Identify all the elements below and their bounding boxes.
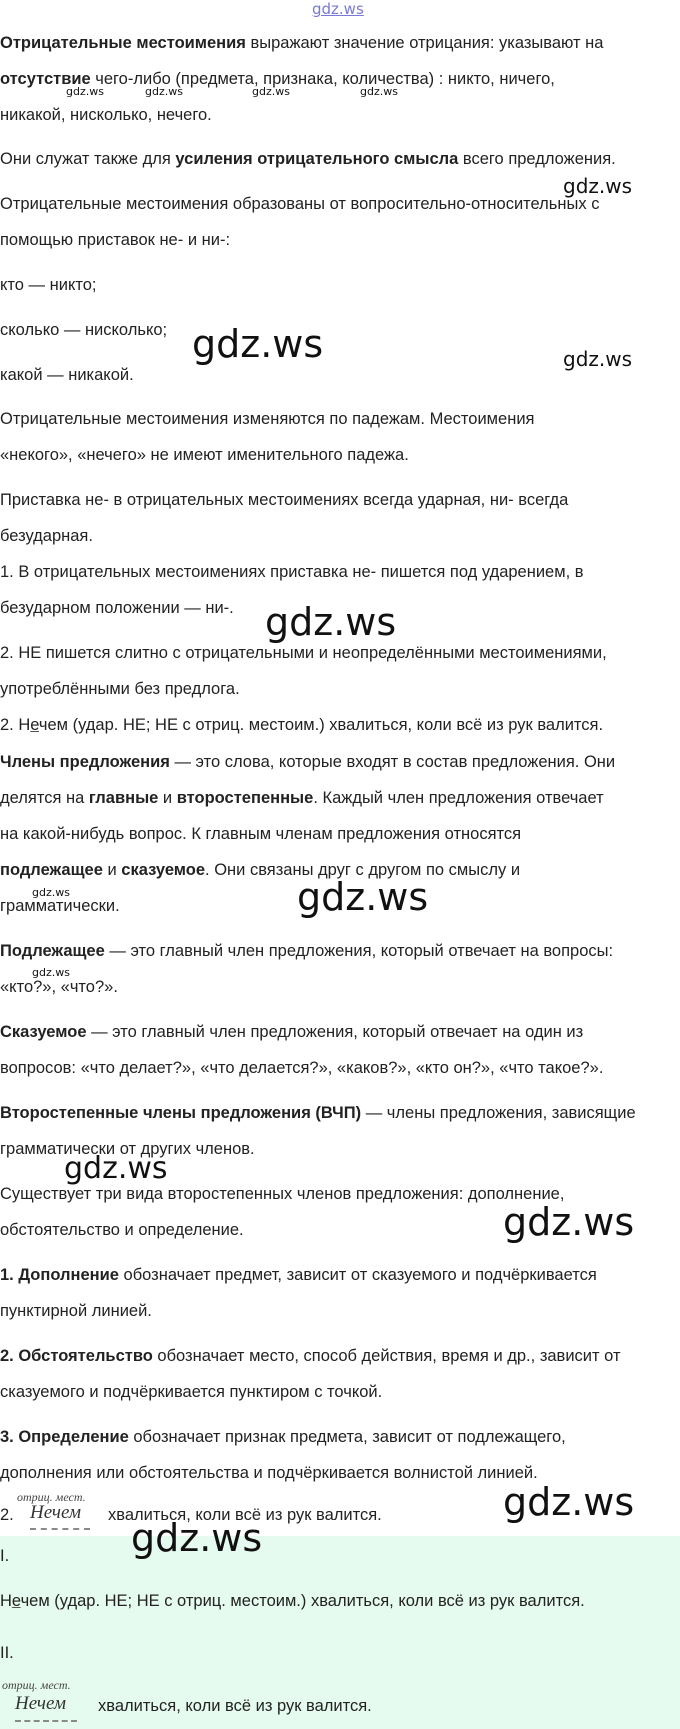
answer-heading: I. [0, 1547, 10, 1565]
paragraph-line: дополнения или обстоятельства и подчёркивается волнистой линией. [0, 1464, 538, 1482]
paragraph-line: безударная. [0, 527, 93, 545]
pronoun-label: отриц. мест. [17, 1490, 86, 1504]
paragraph-line: хвалиться, коли всё из рук валится. [108, 1506, 382, 1524]
watermark: gdz.ws [252, 85, 290, 98]
watermark: gdz.ws [64, 1151, 168, 1186]
paragraph-line: 2. НЕ пишется слитно с отрицательными и неопределёнными местоимениями, [0, 644, 607, 662]
paragraph-line: никакой, нисколько, нечего. [0, 106, 212, 124]
watermark: gdz.ws [563, 347, 633, 371]
watermark: gdz.ws [66, 85, 104, 98]
paragraph-line: употреблёнными без предлога. [0, 680, 240, 698]
wavy-underline [15, 1720, 77, 1722]
paragraph-line: 2. Обстоятельство обозначает место, способ действия, время и др., зависит от [0, 1347, 621, 1365]
watermark: gdz.ws [131, 1516, 263, 1560]
watermark: gdz.ws [32, 886, 70, 899]
answer-heading: II. [0, 1644, 14, 1662]
watermark: gdz.ws [503, 1200, 635, 1244]
watermark: gdz.ws [503, 1480, 635, 1524]
paragraph-line: делятся на главные и второстепенные. Каждый член предложения отвечает [0, 789, 604, 807]
paragraph-line: Подлежащее — это главный член предложения, который отвечает на вопросы: [0, 942, 614, 960]
paragraph-line: отсутствие чего-либо (предмета, признака, количества) : никто, ничего, [0, 70, 555, 88]
watermark: gdz.ws [297, 875, 429, 919]
top-watermark: gdz.ws [312, 0, 364, 18]
paragraph-line: грамматически от других членов. [0, 1140, 255, 1158]
watermark: gdz.ws [265, 600, 397, 644]
paragraph-line: 2. Нечем (удар. НЕ; НЕ с отриц. местоим.) хвалиться, коли всё из рук валится. [0, 716, 604, 734]
watermark: gdz.ws [145, 85, 183, 98]
paragraph-line: Приставка не- в отрицательных местоимениях всегда ударная, ни- всегда [0, 491, 569, 509]
paragraph-line: Отрицательные местоимения выражают значение отрицания: указывают на [0, 34, 604, 52]
paragraph-line: 3. Определение обозначает признак предмета, зависит от подлежащего, [0, 1428, 566, 1446]
paragraph-line: сказуемого и подчёркивается пунктиром с точкой. [0, 1383, 383, 1401]
paragraph-line: кто — никто; [0, 276, 97, 294]
paragraph-line: пунктирной линией. [0, 1302, 152, 1320]
paragraph-line: сколько — нисколько; [0, 321, 168, 339]
paragraph-line: на какой-нибудь вопрос. К главным членам предложения относятся [0, 825, 522, 843]
example-word: Нечем [30, 1502, 82, 1523]
paragraph-line: Существует три вида второстепенных членов предложения: дополнение, [0, 1185, 565, 1203]
paragraph-line: 1. В отрицательных местоимениях приставка не- пишется под ударением, в [0, 563, 584, 581]
paragraph-line: обстоятельство и определение. [0, 1221, 244, 1239]
pronoun-label: отриц. мест. [2, 1678, 71, 1692]
paragraph-line: «некого», «нечего» не имеют именительного падежа. [0, 446, 409, 464]
paragraph-line: грамматически. [0, 897, 120, 915]
watermark: gdz.ws [32, 966, 70, 979]
wavy-underline [30, 1528, 90, 1530]
paragraph-line: какой — никакой. [0, 366, 134, 384]
paragraph-line: Отрицательные местоимения образованы от вопросительно-относительных с [0, 195, 600, 213]
paragraph-line: подлежащее и сказуемое. Они связаны друг с другом по смыслу и [0, 861, 521, 879]
paragraph-line: 2. [0, 1506, 14, 1524]
paragraph-line: вопросов: «что делает?», «что делается?», «каков?», «кто он?», «что такое?». [0, 1059, 604, 1077]
paragraph-line: безударном положении — ни-. [0, 599, 234, 617]
paragraph-line: хвалиться, коли всё из рук валится. [98, 1697, 372, 1715]
paragraph-line: Нечем (удар. НЕ; НЕ с отриц. местоим.) хвалиться, коли всё из рук валится. [0, 1592, 585, 1610]
paragraph-line: 1. Дополнение обозначает предмет, зависит от сказуемого и подчёркивается [0, 1266, 597, 1284]
watermark: gdz.ws [360, 85, 398, 98]
paragraph-line: Отрицательные местоимения изменяются по падежам. Местоимения [0, 410, 535, 428]
paragraph-line: Сказуемое — это главный член предложения, который отвечает на один из [0, 1023, 584, 1041]
watermark: gdz.ws [192, 322, 324, 366]
example-word: Нечем [15, 1693, 67, 1714]
paragraph-line: Они служат также для усиления отрицательного смысла всего предложения. [0, 150, 616, 168]
paragraph-line: Второстепенные члены предложения (ВЧП) — члены предложения, зависящие [0, 1104, 636, 1122]
paragraph-line: «кто?», «что?». [0, 978, 118, 996]
watermark: gdz.ws [563, 174, 633, 198]
paragraph-line: помощью приставок не- и ни-: [0, 231, 231, 249]
paragraph-line: Члены предложения — это слова, которые входят в состав предложения. Они [0, 753, 616, 771]
